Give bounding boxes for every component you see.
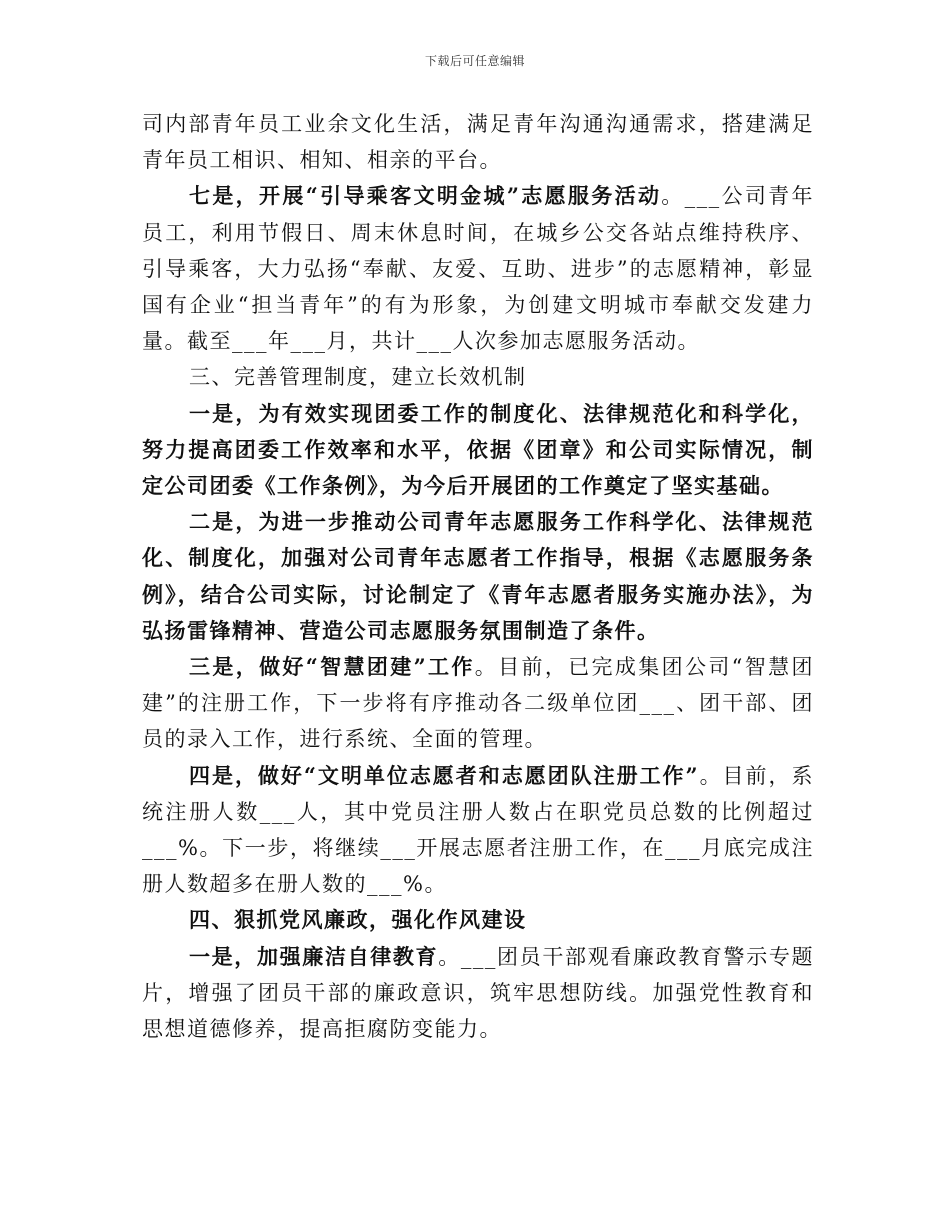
paragraph-continuation: 司内部青年员工业余文化生活，满足青年沟通沟通需求，搭建满足青年员工相识、相知、相亲的平台。 bbox=[142, 112, 814, 173]
paragraph-item-four-registration bbox=[142, 758, 814, 903]
page-header-note: 下载后可任意编辑 bbox=[424, 54, 525, 68]
document-body bbox=[142, 106, 814, 1047]
paragraph-item-three-smart-league bbox=[142, 649, 814, 758]
paragraph-item-one-integrity bbox=[142, 939, 814, 1048]
paragraph-lead: 七是，开展“引导乘客文明金城”志愿服务活动 bbox=[189, 183, 662, 209]
paragraph-item-one-rules: 一是，为有效实现团委工作的制度化、法律规范化和科学化，努力提高团委工作效率和水平，依据《团章》和公司实际情况，制定公司团委《工作条例》，为今后开展团的工作奠定了坚实基础。 bbox=[142, 400, 814, 499]
section-heading-four: 四、狠抓党风廉政，强化作风建设 bbox=[189, 907, 527, 933]
paragraph-text: 。___公司青年员工，利用节假日、周末休息时间，在城乡公交各站点维持秩序、引导乘客，大力弘扬“奉献、友爱、互助、进步”的志愿精神，彰显国有企业“担当青年”的有为形象，为创建文明城市奉献交发建力量。截至___年___月，共计___人次参加志愿服务活动。 bbox=[142, 184, 814, 354]
paragraph-lead: 三是，做好“智慧团建”工作 bbox=[189, 654, 475, 680]
paragraph-lead: 四是，做好“文明单位志愿者和志愿团队注册工作” bbox=[189, 762, 700, 788]
section-heading-three: 三、完善管理制度，建立长效机制 bbox=[189, 365, 527, 390]
paragraph-text: 。___团员干部观看廉政教育警示专题片，增强了团员干部的廉政意识，筑牢思想防线。加强党性教育和思想道德修养，提高拒腐防变能力。 bbox=[142, 944, 815, 1042]
paragraph-item-two-volunteer-rules: 二是，为进一步推动公司青年志愿服务工作科学化、法律规范化、制度化，加强对公司青年志愿者工作指导，根据《志愿服务条例》，结合公司实际，讨论制定了《青年志愿者服务实施办法》，为弘扬雷锋精神、营造公司志愿服务氛围制造了条件。 bbox=[142, 509, 814, 643]
paragraph-item-seven bbox=[142, 178, 814, 359]
paragraph-text: 。目前，已完成集团公司“智慧团建”的注册工作，下一步将有序推动各二级单位团___、团干部、团员的录入工作，进行系统、全面的管理。 bbox=[142, 655, 814, 752]
paragraph-lead: 一是，加强廉洁自律教育 bbox=[189, 943, 439, 969]
paragraph-text: 。目前，系统注册人数___人，其中党员注册人数占在职党员总数的比例超过___%。下一步，将继续___开展志愿者注册工作，在___月底完成注册人数超多在册人数的___%。 bbox=[142, 763, 814, 897]
